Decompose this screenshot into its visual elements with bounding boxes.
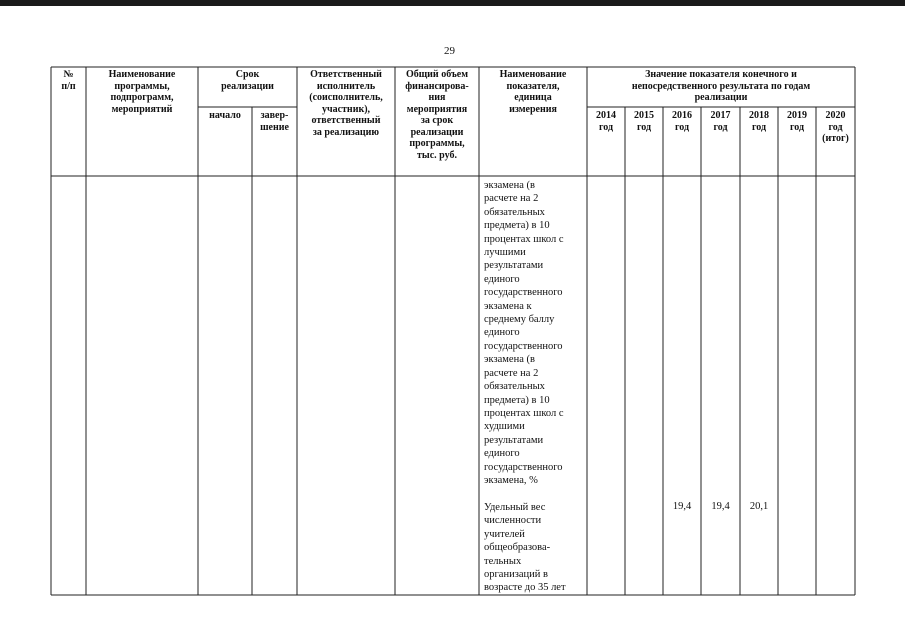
header-program: Наименование программы, подпрограмм, мероприятий: [108, 69, 176, 115]
header-responsible: Ответственный исполнитель (соисполнитель, участник), ответственный за реализацию: [309, 69, 383, 138]
header-end: завер- шение: [260, 110, 289, 133]
header-year-2020: 2020 год (итог): [822, 110, 849, 144]
indicator-text-1: экзамена (в расчете на 2 обязательных предмета) в 10 процентах школ с лучшими результатами единого государственного экзамена к среднему баллу единого государственного экзамена (в расчете на 2 обязательных предмета) в 10 процентах школ с худшими результатами единого государственного экзамена, %: [484, 180, 564, 486]
header-number: № п/п: [61, 69, 76, 92]
header-year-2014: 2014 год: [596, 110, 616, 133]
header-indicator: Наименование показателя, единица измерения: [499, 69, 567, 115]
header-year-2016: 2016 год: [672, 110, 692, 133]
value-2016: 19,4: [672, 501, 692, 512]
header-funding: Общий объем финансирова- ния мероприятия за срок реализации программы, тыс. руб.: [405, 69, 469, 161]
header-year-2018: 2018 год: [749, 110, 769, 133]
header-start: начало: [209, 110, 241, 121]
header-year-2015: 2015 год: [634, 110, 654, 133]
page-number: 29: [444, 45, 455, 57]
header-period: Срок реализации: [221, 69, 274, 92]
header-values-group: Значение показателя конечного и непосредственного результата по годам реализации: [631, 69, 811, 103]
indicator-text-2: Удельный вес численности учителей общеобразова- тельных организаций в возрасте до 35 лет: [484, 502, 566, 594]
header-year-2019: 2019 год: [787, 110, 807, 133]
value-2017: 19,4: [711, 501, 730, 512]
header-year-2017: 2017 год: [710, 110, 731, 133]
value-2018: 20,1: [749, 501, 769, 512]
